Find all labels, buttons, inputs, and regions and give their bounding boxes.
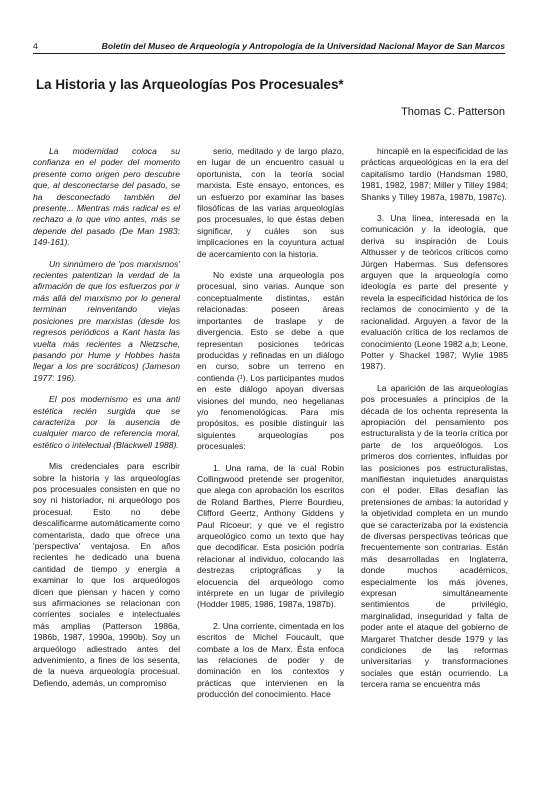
epigraph-blackwell: El pos modernismo es una anti estética recién surgida que se caracteriza por la ausencia de cualquier marco de referencia moral, estético o intelectual (Blackwell 1988).: [33, 394, 180, 450]
header-rule: [33, 53, 505, 54]
list-item-2: 2. Una corriente, cimentada en los escritos de Michel Foucault, que combate a los de Marx. Ésta enfoca las relaciones de poder y de dominación en los contextos y prácticas que intervienen en la producción del conocimiento. Hace: [197, 620, 344, 700]
text-column-1: [33, 146, 180, 699]
list-item-1: 1. Una rama, de la cual Robin Collingwood pretende ser progenitor, que alega con aprobación los escritos de Roland Barthes, Pierre Bourdieu, Clifford Geertz, Anthony Giddens y Paul Ricoeur; y que ve el registro arqueológico como un texto que hay que decodificar. Esta posición podría relacionar al individuo, colocando las destrezas criptográficas y la elocuencia del arqueólogo como intérprete en un lugar de privilegio (Hodder 1985, 1986, 1987a, 1987b).: [197, 462, 344, 610]
body-paragraph: serio, meditado y de largo plazo, en lugar de un encuentro casual u oportunista, con la teoría social marxista. Este ensayo, entonces, es un esfuerzo por examinar las bases filosóficas de las varias arqueologías pos procesuales, lo que éstas deben significar, y cuáles son sus implicaciones en la coyuntura actual de acercamiento con la historia.: [197, 146, 344, 259]
article-author: Thomas C. Patterson: [401, 106, 505, 118]
epigraph-de-man: La modernidad coloca su confianza en el poder del momento presente como origen pero descubre que, al desconectarse del pasado, se ha desconectado también del presente... Mientras más radical es el rechazo a lo que vino antes, más se depende del pasado (De Man 1983: 149-161).: [33, 146, 180, 248]
body-paragraph: hincapié en la especificidad de las prácticas arqueológicas en la era del capitalismo tardío (Handsman 1980, 1981, 1982, 1987; Miller y Tilley 1984; Shanks y Tilley 1987a, 1987b, 1987c).: [361, 146, 508, 202]
journal-title: Boletín del Museo de Arqueología y Antropología de la Universidad Nacional Mayor de San Marcos: [101, 41, 505, 51]
body-paragraph: No existe una arqueología pos procesual, sino varias. Aunque son conceptualmente distintas, están relacionadas: poseen áreas importantes de traslape y de divergencia. Esto se debe a que representan posiciones teóricas producidas y refinadas en un diálogo en curso, sobre un terreno en contienda (¹). Los participantes mudos en este diálogo apoyan diversas visiones del mundo, neo hegelianas y/o fenomenológicas. Para mis propósitos, es posible distinguir las siguientes arqueologías pos procesuales:: [197, 270, 344, 452]
epigraph-jameson: Un sinnúmero de 'pos marxismos' recientes patentizan la verdad de la afirmación de que los esfuerzos por ir más allá del marxismo por lo general terminan reinventando viejas posiciones pre marxistas (desde los regresos periódicos a Kant hasta las vuelta más recientes a Nietzsche, pasando por Hume y Hobbes hasta llegar a los pre socráticos) (Jameson 1977: 196).: [33, 258, 180, 383]
text-column-2: [197, 146, 344, 711]
text-column-3: [361, 146, 508, 701]
page-number: 4: [33, 41, 38, 51]
body-paragraph: La aparición de las arqueologías pos procesuales a principios de la década de los ochenta representa la apropiación del pensamiento pos estructuralista y de la teoría crítica por parte de los arqueólogos. Los primeros dos corrientes, influidas por las posiciones pos estructuralistas, manifiestan inquietudes anarquistas con el poder. Ellas desafían las pretensiones de ambas: la autoridad y la objetividad completa en un mundo que se caracterizaba por la existencia de diversas perspectivas teóricas que frecuentemente son contrarias. Están más desarrolladas en Inglaterra, donde muchos académicos, especialmente los más jóvenes, expresan simultáneamente sentimientos de privilegio, marginalidad, inseguridad y falta de poder ante el ataque del gobierno de Margaret Thatcher desde 1979 y las condiciones de las reformas universitarias y transformaciones sociales que están ocurriendo. La tercera rama se encuentra más: [361, 382, 508, 690]
body-paragraph: Mis credenciales para escribir sobre la historia y las arqueologías pos procesuales consisten en que no soy ni historiador, ni arqueólogo pos procesual. Esto no debe descalificarme automáticamente como comentarista, dado que ofrece una 'perspectiva' ventajosa. En años recientes he dedicado una buena cantidad de tiempo y energía a examinar lo que los arqueólogos dicen que piensan y hacen y como sus afirmaciones se relacionan con corrientes sociales e intelectuales más amplias (Patterson 1986a, 1986b, 1987, 1990a, 1990b). Soy un arqueólogo adiestrado antes del advenimiento, a fines de los sesenta, de la nueva arqueología procesual. Defiendo, además, un compromiso: [33, 461, 180, 688]
article-title: La Historia y las Arqueologías Pos Procesuales*: [36, 77, 344, 92]
list-item-3: 3. Una línea, interesada en la comunicación y la ideología, que deriva su inspiración de Louis Althusser y de teóricos críticos como Jürgen Habermas. Sus defensores arguyen que la arqueología como ideología es parte del presente y revela la especificidad histórica de los reclamos de conocimiento y de la racionalidad. Arguyen a favor de la evaluación crítica de los reclamos de conocimiento (Leone 1982 a,b; Leone, Potter y Shackel 1987; Wylie 1985 1987).: [361, 213, 508, 372]
